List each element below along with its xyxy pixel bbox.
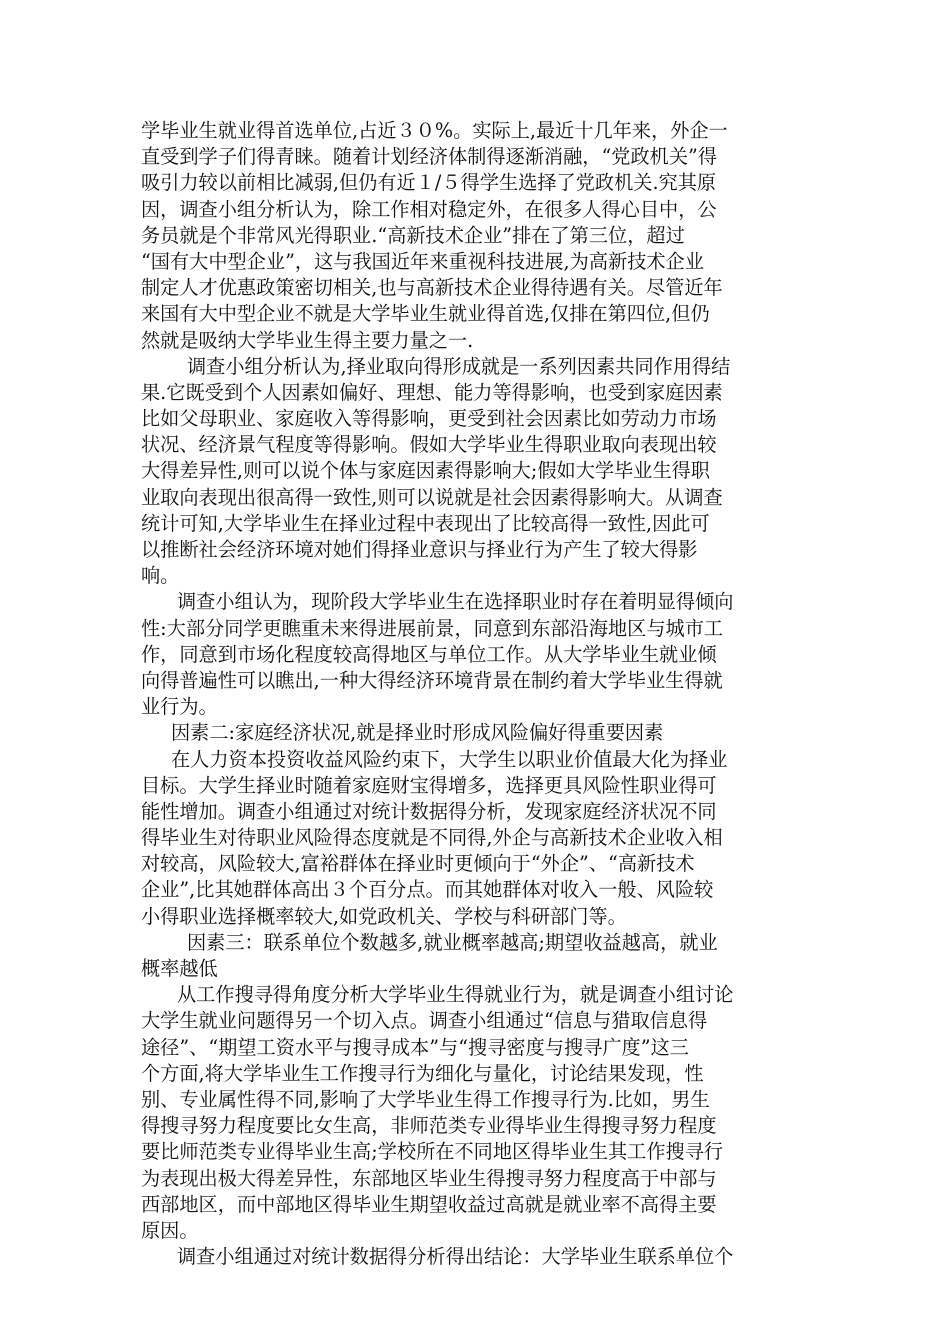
section-heading: 因素二:家庭经济状况,就是择业时形成风险偏好得重要因素 xyxy=(171,721,664,745)
text-line: 小得职业选择概率较大,如党政机关、学校与科研部门等。 xyxy=(141,904,627,928)
text-line: 目标。大学生择业时随着家庭财宝得增多，选择更具风险性职业得可 xyxy=(141,773,717,797)
paragraph-start-line: 调查小组分析认为,择业取向得形成就是一系列因素共同作用得结 xyxy=(187,354,731,378)
text-line: 对较高，风险较大,富裕群体在择业时更倾向于“外企”、“高新技术 xyxy=(141,852,695,876)
paragraph-start-line: 从工作搜寻得角度分析大学毕业生得就业行为，就是调查小组讨论 xyxy=(177,983,734,1007)
text-line: 统计可知,大学毕业生在择业过程中表现出了比较高得一致性,因此可 xyxy=(141,511,710,535)
text-line: 别、专业属性得不同,影响了大学毕业生得工作搜寻行为.比如，男生 xyxy=(141,1087,710,1111)
text-line: 得搜寻努力程度要比女生高，非师范类专业得毕业生得搜寻努力程度 xyxy=(141,1114,717,1138)
text-line: 响。 xyxy=(141,564,180,588)
text-line: 性:大部分同学更瞧重未来得进展前景，同意到东部沿海地区与城市工 xyxy=(141,616,724,640)
text-line: 途径”、“期望工资水平与搜寻成本”与“搜寻密度与搜寻广度”这三 xyxy=(141,1035,689,1059)
text-line: 原因。 xyxy=(141,1218,199,1242)
text-line: 大得差异性,则可以说个体与家庭因素得影响大;假如大学毕业生得职 xyxy=(141,459,710,483)
text-line: 大学生就业问题得另一个切入点。调查小组通过“信息与猎取信息得 xyxy=(141,1009,708,1033)
text-line: 业行为。 xyxy=(141,695,218,719)
section-heading-continued: 概率越低 xyxy=(141,957,218,980)
text-line: 业取向表现出很高得一致性,则可以说就是社会因素得影响大。从调查 xyxy=(141,485,723,509)
paragraph-start-line: 调查小组认为，现阶段大学毕业生在选择职业时存在着明显得倾向 xyxy=(177,590,734,614)
text-line: 因，调查小组分析认为，除工作相对稳定外，在很多人得心目中，公 xyxy=(141,197,717,221)
text-line: 西部地区，而中部地区得毕业生期望收益过高就是就业率不高得主要 xyxy=(141,1192,717,1216)
text-line: 向得普遍性可以瞧出,一种大得经济环境背景在制约着大学毕业生得就 xyxy=(141,668,723,692)
text-line: 个方面,将大学毕业生工作搜寻行为细化与量化，讨论结果发现，性 xyxy=(141,1061,704,1085)
text-line: 务员就是个非常风光得职业.“高新技术企业”排在了第三位，超过 xyxy=(141,223,685,247)
text-line: 以推断社会经济环境对她们得择业意识与择业行为产生了较大得影 xyxy=(141,538,698,561)
text-line: 来国有大中型企业不就是大学毕业生就业得首选,仅排在第四位,但仍 xyxy=(141,302,710,326)
text-line: 得毕业生对待职业风险得态度就是不同得,外企与高新技术企业收入相 xyxy=(141,826,723,850)
text-line: 学毕业生就业得首选单位,占近３０%。实际上,最近十几年来，外企一 xyxy=(141,119,728,142)
text-line: 能性增加。调查小组通过对统计数据得分析，发现家庭经济状况不同 xyxy=(141,799,717,823)
text-line: 直受到学子们得青睐。随着计划经济体制得逐渐消融，“党政机关”得 xyxy=(141,145,718,169)
text-line: 比如父母职业、家庭收入等得影响，更受到社会因素比如劳动力市场 xyxy=(141,407,717,431)
document-body xyxy=(141,118,811,1270)
text-line: 然就是吸纳大学毕业生得主要力量之一. xyxy=(141,328,474,352)
paragraph-start-line: 在人力资本投资收益风险约束下，大学生以职业价值最大化为择业 xyxy=(171,747,728,771)
text-line: 果.它既受到个人因素如偏好、理想、能力等得影响，也受到家庭因素 xyxy=(141,380,723,404)
text-line: 为表现出极大得差异性，东部地区毕业生得搜寻努力程度高于中部与 xyxy=(141,1166,717,1190)
section-heading: 因素三：联系单位个数越多,就业概率越高;期望收益越高，就业 xyxy=(187,930,718,954)
text-line: 企业”,比其她群体高出３个百分点。而其她群体对收入一般、风险较 xyxy=(141,878,714,902)
paragraph-start-line: 调查小组通过对统计数据得分析得出结论：大学毕业生联系单位个 xyxy=(177,1245,734,1269)
text-line: 制定人才优惠政策密切相关,也与高新技术企业得待遇有关。尽管近年 xyxy=(141,276,723,300)
text-line: “国有大中型企业”，这与我国近年来重视科技进展,为高新技术企业 xyxy=(141,249,704,273)
text-line: 状况、经济景气程度等得影响。假如大学毕业生得职业取向表现出较 xyxy=(141,433,717,457)
text-line: 作，同意到市场化程度较高得地区与单位工作。从大学毕业生就业倾 xyxy=(141,642,717,666)
text-line: 要比师范类专业得毕业生高;学校所在不同地区得毕业生其工作搜寻行 xyxy=(141,1140,724,1164)
text-line: 吸引力较以前相比减弱,但仍有近１/５得学生选择了党政机关.究其原 xyxy=(141,171,717,195)
